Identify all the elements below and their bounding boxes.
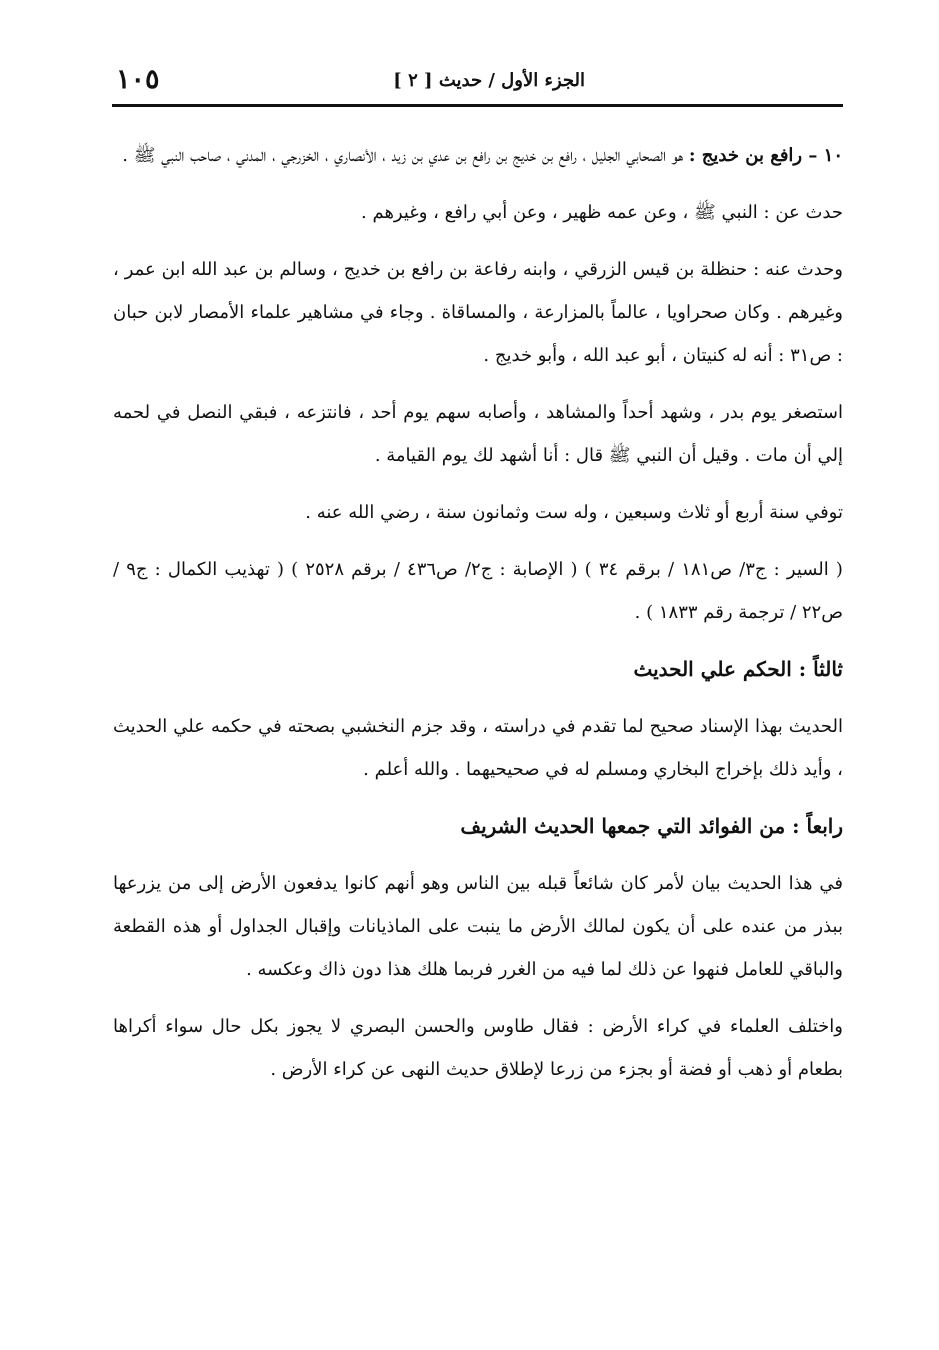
biography-intro-paragraph	[113, 134, 843, 177]
death-paragraph: توفي سنة أربع أو ثلاث وسبعين ، وله ست وثمانون سنة ، رضي الله عنه .	[305, 502, 843, 523]
narrated-by-paragraph: وحدث عنه : حنظلة بن قيس الزرقي ، وابنه رفاعة بن رافع بن خديج ، وسالم بن عبد الله ابن عمر ، وغيرهم . وكان صحراويا ، عالماً بالمزارعة ، والمساقاة . وجاء في مشاهير علماء الأمصار لابن حبان : ص٣١ : أنه له كنيتان ، أبو عبد الله ، وأبو خديج .	[113, 259, 843, 366]
benefits-paragraph-1: في هذا الحديث بيان لأمر كان شائعاً قبله بين الناس وهو أنهم كانوا يدفعون الأرض إلى من يزرعها ببذر من عنده على أن يكون لمالك الأرض ما ينبت على الماذيانات وإقبال الجداول أو هذه القطعة والباقي للعامل فنهوا عن ذلك لما فيه من الغرر فربما هلك هذا دون ذاك وعكسه .	[113, 873, 843, 980]
header-divider	[112, 104, 843, 107]
page-header	[112, 60, 843, 104]
page-number: ١٠٥	[116, 64, 160, 95]
page-body	[113, 134, 843, 1105]
benefits-heading: رابعاً : من الفوائد التي جمعها الحديث الشريف	[460, 814, 843, 838]
narrated-from-paragraph: حدث عن : النبي ﷺ ، وعن عمه ظهير ، وعن أبي رافع ، وغيرهم .	[361, 202, 843, 223]
biography-intro-text: هو الصحابي الجليل ، رافع بن خديج بن رافع بن عدي بن زيد ، الأنصاري ، الخزرجي ، المدني ، صاحب النبي ﷺ .	[122, 145, 689, 166]
biography-number-name: ١٠ – رافع بن خديج :	[688, 145, 843, 166]
running-header-title: الجزء الأول / حديث [ ٢ ]	[393, 70, 585, 91]
battles-paragraph: استصغر يوم بدر ، وشهد أحداً والمشاهد ، وأصابه سهم يوم أحد ، فانتزعه ، فبقي النصل في لحمه إلي أن مات . وقيل أن النبي ﷺ قال : أنا أشهد لك يوم القيامة .	[113, 402, 843, 466]
sources-paragraph: ( السير : ج٣/ ص١٨١ / برقم ٣٤ ) ( الإصابة : ج٢/ ص٤٣٦ / برقم ٢٥٢٨ ) ( تهذيب الكمال : ج٩ / ص٢٢ / ترجمة رقم ١٨٣٣ ) .	[113, 559, 843, 623]
benefits-paragraph-2: واختلف العلماء في كراء الأرض : فقال طاوس والحسن البصري لا يجوز بكل حال سواء أكراها بطعام أو ذهب أو فضة أو بجزء من زرعا لإطلاق حديث النهى عن كراء الأرض .	[113, 1016, 843, 1080]
ruling-heading: ثالثاً : الحكم علي الحديث	[633, 657, 843, 681]
ruling-paragraph: الحديث بهذا الإسناد صحيح لما تقدم في دراسته ، وقد جزم النخشبي بصحته في حكمه علي الحديث ، وأيد ذلك بإخراج البخاري ومسلم له في صحيحيهما . والله أعلم .	[113, 716, 843, 780]
